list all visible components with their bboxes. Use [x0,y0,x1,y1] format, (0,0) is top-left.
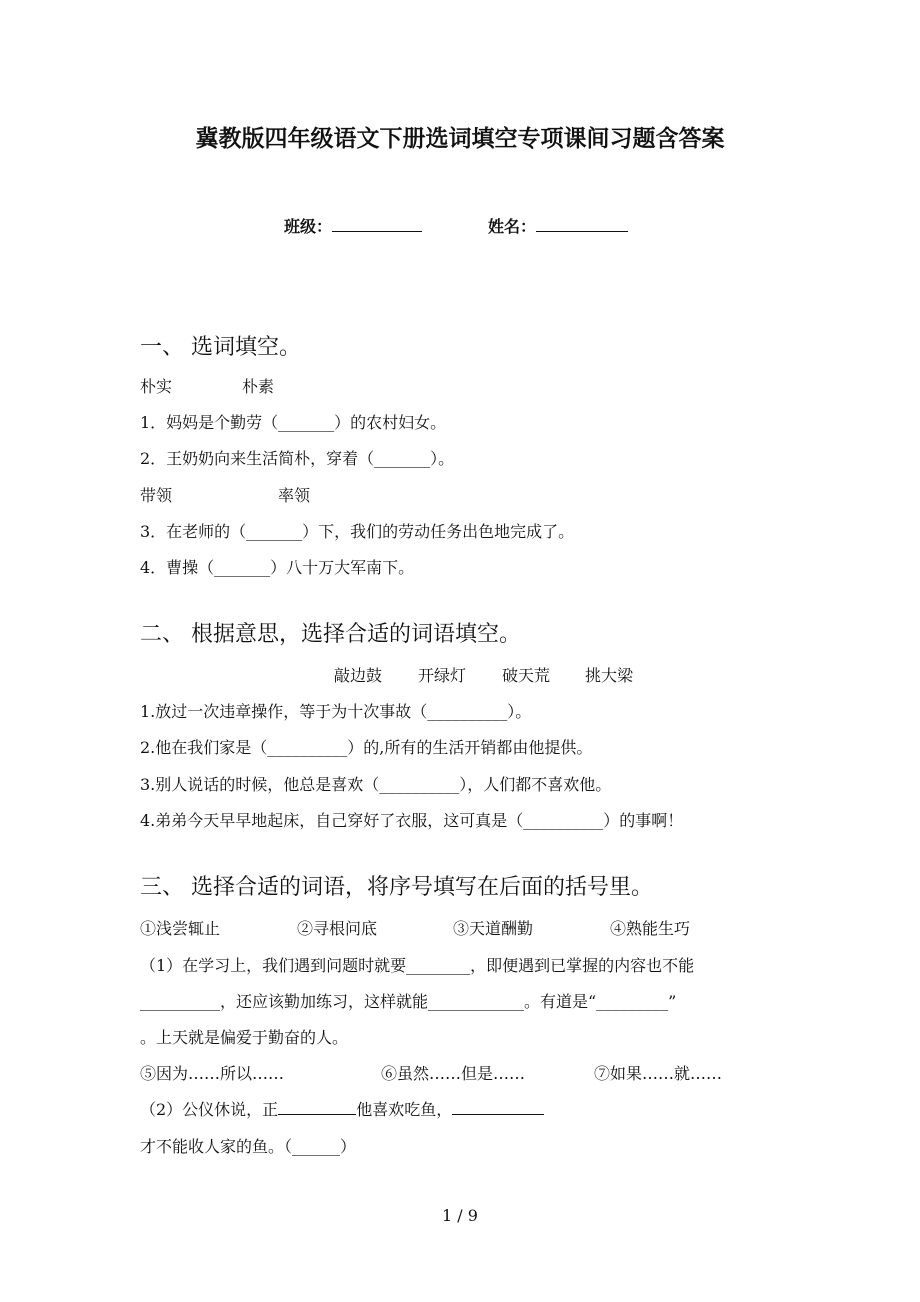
section1-question: 1．妈妈是个勤劳（_______）的农村妇女。 [140,413,447,432]
section1-word: 朴实 [140,377,173,396]
class-field [284,214,422,237]
section3-connective: ⑦如果……就…… [594,1064,723,1083]
name-blank[interactable] [536,215,628,232]
section3-paragraph-line: __________，还应该勤加练习，这样就能____________。有道是“_________” [140,992,677,1011]
name-label: 姓名： [488,217,537,236]
section2-question: 4.弟弟今天早早地起床，自己穿好了衣服，这可真是（__________）的事啊！ [140,811,684,830]
section3-connective: ⑤因为……所以…… [140,1064,285,1083]
section1-word: 朴素 [242,377,275,396]
page-number: 1 / 9 [442,1206,478,1225]
section2-word: 敲边鼓 [334,666,383,685]
document-title: 冀教版四年级语文下册选词填空专项课间习题含答案 [195,125,725,152]
section3-paragraph-line: 。上天就是偏爱于勤奋的人。 [140,1028,349,1047]
section3-text: （2）公仪休说，正 [140,1100,279,1119]
section1-heading: 一、 选词填空。 [140,335,301,360]
answer-blank[interactable] [278,1098,356,1115]
section3-idiom: ④熟能生巧 [610,919,691,938]
section2-question: 3.别人说话的时候，他总是喜欢（__________），人们都不喜欢他。 [140,775,612,794]
section1-word: 率领 [278,486,311,505]
name-field [488,214,628,237]
section1-question: 2．王奶奶向来生活简朴，穿着（_______）。 [140,449,455,468]
section3-text: 他喜欢吃鱼， [356,1100,453,1119]
section3-paragraph-line: 才不能收人家的鱼。（______） [140,1137,357,1156]
section1-word: 带领 [140,486,173,505]
class-blank[interactable] [332,215,422,232]
section3-paragraph-line [140,1097,544,1120]
section3-connective: ⑥虽然……但是…… [381,1064,526,1083]
section1-question: 3．在老师的（_______）下，我们的劳动任务出色地完成了。 [140,522,575,541]
section3-heading: 三、 选择合适的词语，将序号填写在后面的括号里。 [140,875,653,900]
answer-blank[interactable] [452,1098,544,1115]
section2-word: 挑大梁 [585,666,634,685]
section1-question: 4．曹操（_______）八十万大军南下。 [140,558,415,577]
section3-paragraph-line: （1）在学习上，我们遇到问题时就要________，即便遇到已掌握的内容也不能 [140,956,695,975]
section2-heading: 二、 根据意思，选择合适的词语填空。 [140,622,521,647]
section2-word: 破天荒 [502,666,551,685]
section2-question: 2.他在我们家是（__________）的,所有的生活开销都由他提供。 [140,738,593,757]
section3-idiom: ①浅尝辄止 [140,919,221,938]
section2-word: 开绿灯 [418,666,467,685]
section2-question: 1.放过一次违章操作，等于为十次事故（__________）。 [140,702,532,721]
section3-idiom: ③天道酬勤 [453,919,534,938]
class-label: 班级： [284,217,333,236]
section3-idiom: ②寻根问底 [297,919,378,938]
